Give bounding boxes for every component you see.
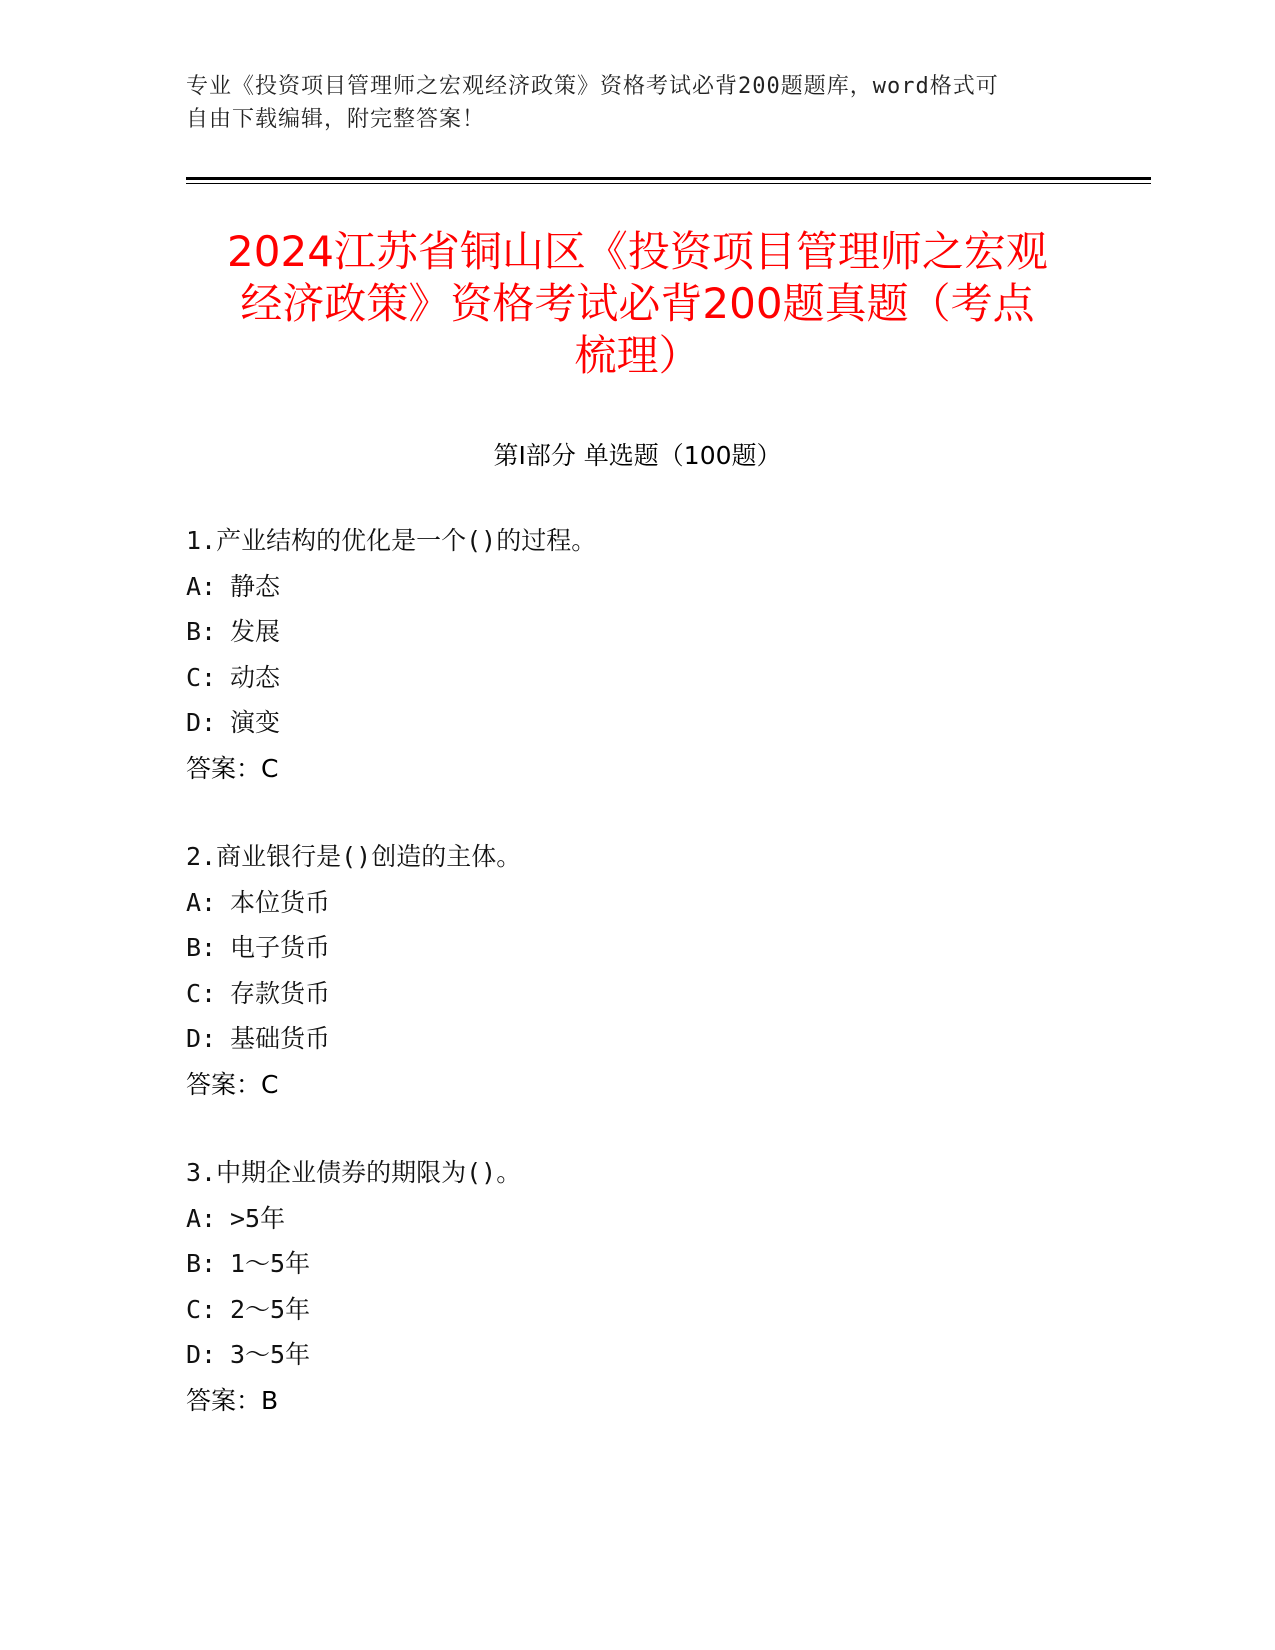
option-text: 基础货币 [230,1024,331,1053]
option-text: 电子货币 [230,933,331,962]
title-line-3: 梳理） [574,331,701,380]
header-note [186,70,1066,136]
header-note-line-1: 专业《投资项目管理师之宏观经济政策》资格考试必背200题题库，word格式可 [186,74,999,99]
option-label: A: [186,887,217,917]
option-label: B: [186,617,217,646]
option-c [186,655,1086,701]
answer-line: 答案：C [186,1069,279,1099]
answer-line: 答案：B [186,1385,279,1415]
option-b [186,925,1086,971]
header-rule-thick [186,177,1151,180]
option-text: 3～5年 [230,1340,311,1369]
option-text: 演变 [230,708,281,737]
question-3 [186,1150,1086,1423]
option-c [186,971,1086,1017]
title-line-2: 经济政策》资格考试必背200题真题（考点 [240,279,1035,328]
question-stem: 2.商业银行是()创造的主体。 [186,842,522,871]
header-rule-thin [186,183,1151,184]
section-heading: 第Ⅰ部分 单选题（100题） [493,441,782,470]
option-text: 1～5年 [230,1249,311,1278]
question-2 [186,834,1086,1107]
option-d [186,700,1086,746]
option-label: D: [186,708,217,737]
option-text: 静态 [230,571,281,601]
option-label: C: [186,1294,217,1324]
option-text: 本位货币 [230,887,331,917]
option-d [186,1016,1086,1062]
option-a [186,880,1086,926]
document-title [150,226,1125,382]
option-text: 2～5年 [230,1294,311,1324]
option-label: A: [186,571,217,601]
header-note-line-2: 自由下载编辑，附完整答案！ [186,107,486,132]
option-label: C: [186,978,217,1008]
question-stem: 3.中期企业债券的期限为()。 [186,1158,522,1187]
option-label: D: [186,1024,217,1053]
option-d [186,1332,1086,1378]
option-label: D: [186,1340,217,1369]
option-c [186,1287,1086,1333]
option-label: A: [186,1203,217,1233]
option-a [186,564,1086,610]
question-1 [186,518,1086,791]
option-b [186,1241,1086,1287]
title-line-1: 2024江苏省铜山区《投资项目管理师之宏观 [227,227,1048,276]
option-label: B: [186,933,217,962]
option-label: C: [186,662,217,692]
option-text: 动态 [230,662,281,692]
option-label: B: [186,1249,217,1278]
option-a [186,1196,1086,1242]
question-stem: 1.产业结构的优化是一个()的过程。 [186,526,597,555]
option-text: 存款货币 [230,978,331,1008]
option-b [186,609,1086,655]
option-text: >5年 [230,1203,286,1233]
option-text: 发展 [230,617,281,646]
answer-line: 答案：C [186,753,279,783]
